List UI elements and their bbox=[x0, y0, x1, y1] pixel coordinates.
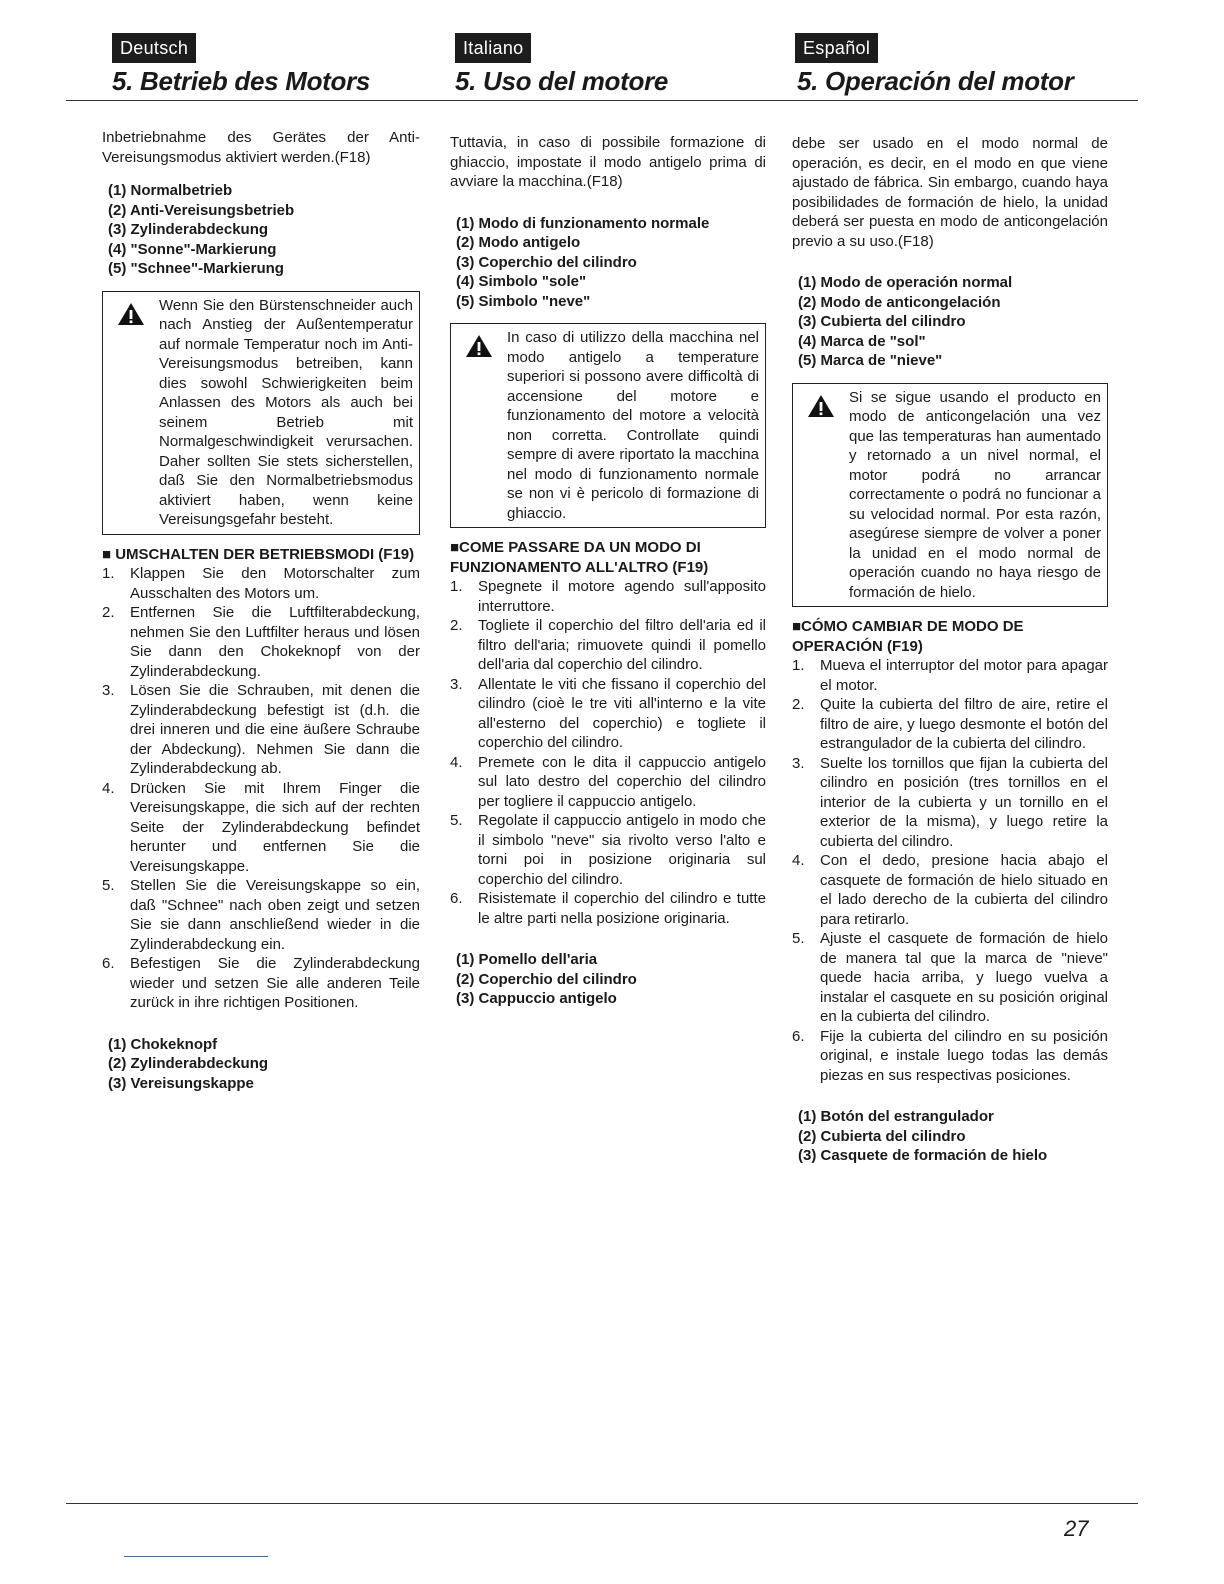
section-title: 5. Uso del motore bbox=[455, 66, 669, 96]
header-rule bbox=[66, 100, 1138, 101]
step-item: 6. Risistemate il coperchio del cilindro e tutte le altre parti nella posizione originaria. bbox=[450, 890, 766, 927]
warning-box bbox=[102, 291, 420, 535]
label-item: (4) "Sonne"-Markierung bbox=[108, 240, 277, 258]
figure-label-list bbox=[102, 1035, 420, 1094]
figure-label-item: (1) Botón del estrangulador bbox=[798, 1108, 994, 1125]
step-item: 4. Premete con le dita il cappuccio antigelo sul lato destro del coperchio del cilindro per togliere il cappuccio antigelo. bbox=[450, 753, 766, 810]
warning-box bbox=[450, 323, 766, 528]
language-badge: Español bbox=[795, 33, 878, 63]
figure-label-list bbox=[792, 1107, 1108, 1166]
warning-triangle-icon bbox=[465, 334, 493, 358]
intro-text: Tuttavia, in caso di possibile formazione di ghiaccio, impostate il modo antigelo prima di avviare la macchina.(F18) bbox=[450, 134, 766, 190]
procedure-steps bbox=[450, 577, 766, 928]
figure-label-item: (3) Casquete de formación de hielo bbox=[798, 1147, 1048, 1164]
label-item: (3) Zylinderabdeckung bbox=[108, 221, 269, 238]
scan-mark-line bbox=[124, 1556, 268, 1557]
step-item: 2. Entfernen Sie die Luftfilterabdeckung, nehmen Sie den Luftfilter heraus und lösen Sie dann den Chokeknopf von der Zylinderabdeckung. bbox=[102, 604, 420, 680]
label-item: (1) Modo de operación normal bbox=[798, 274, 1013, 291]
footer-rule bbox=[66, 1503, 1138, 1504]
label-item: (2) Modo de anticongelación bbox=[798, 293, 1001, 311]
label-item: (1) Modo di funzionamento normale bbox=[456, 214, 710, 232]
figure-label-item: (2) Cubierta del cilindro bbox=[798, 1127, 966, 1145]
procedure-steps bbox=[102, 564, 420, 1013]
label-item: (5) Marca de "nieve" bbox=[798, 352, 943, 369]
warning-text: Si se sigue usando el producto en modo de anticongelación una vez que las temperaturas han aumentado y retornado a un nivel normal, el motor podrá no arrancar correctamente o podrá no funcionar a su velocidad normal. Por esta razón, asegúrese siempre de volver a poner la unidad en el modo normal de operación cuando no haya riesgo de formación de hielo. bbox=[849, 388, 1101, 601]
step-item: 4. Drücken Sie mit Ihrem Finger die Vereisungskappe, die sich auf der rechten Seite der Zylinderabdeckung befindet herunter und entfernen Sie die Vereisungskappe. bbox=[102, 779, 420, 875]
procedure-steps bbox=[792, 656, 1108, 1085]
language-badge: Deutsch bbox=[112, 33, 196, 63]
step-item: 1. Spegnete il motore agendo sull'apposito interruttore. bbox=[450, 578, 766, 615]
page-number: 27 bbox=[1064, 1516, 1089, 1541]
intro-text: debe ser usado en el modo normal de operación, es decir, en el modo en que viene ajustado de fábrica. Sin embargo, cuando haya posibilidades de formación de hielo, la unidad deberá ser puesta en modo de anticongelación previo a su uso.(F18) bbox=[792, 135, 1108, 250]
figure-label-item: (2) Coperchio del cilindro bbox=[456, 970, 637, 988]
step-item: 5. Ajuste el casquete de formación de hielo de manera tal que la marca de "nieve" quede hacia arriba, y luego vuelva a instalar el casquete en su posición original en la cubierta del cilindro. bbox=[792, 930, 1108, 1025]
step-item: 3. Allentate le viti che fissano il coperchio del cilindro (cioè le tre viti all'interno e la vite all'esterno del coperchio) e togliete il coperchio del cilindro. bbox=[450, 675, 766, 751]
warning-triangle-icon bbox=[807, 394, 835, 418]
step-item: 5. Regolate il cappuccio antigelo in modo che il simbolo "neve" sia rivolto verso l'alto e torni poi in posizione originaria sul coperchio del cilindro. bbox=[450, 812, 766, 888]
label-list bbox=[792, 273, 1108, 371]
step-item: 2. Quite la cubierta del filtro de aire, retire el filtro de aire, y luego desmonte el botón del estrangulador de la cubierta del cilindro. bbox=[792, 696, 1108, 752]
label-item: (5) "Schnee"-Markierung bbox=[108, 260, 284, 277]
figure-label-item: (2) Zylinderabdeckung bbox=[108, 1055, 269, 1072]
section-title: 5. Betrieb des Motors bbox=[112, 66, 371, 96]
figure-label-list bbox=[450, 950, 766, 1009]
label-list bbox=[450, 214, 766, 312]
figure-label-item: (3) Cappuccio antigelo bbox=[456, 990, 617, 1007]
step-item: 6. Befestigen Sie die Zylinderabdeckung wieder und setzen Sie alle anderen Teile zurück in ihre richtigen Positionen. bbox=[102, 955, 420, 1011]
figure-label-item: (1) Chokeknopf bbox=[108, 1035, 218, 1053]
label-item: (3) Coperchio del cilindro bbox=[456, 253, 637, 271]
procedure-heading: ■ UMSCHALTEN DER BETRIEBSMODI (F19) bbox=[102, 545, 415, 563]
procedure-heading: ■COME PASSARE DA UN MODO DI FUNZIONAMENTO ALL'ALTRO (F19) bbox=[450, 539, 709, 576]
procedure-heading: ■CÓMO CAMBIAR DE MODO DE OPERACIÓN (F19) bbox=[792, 618, 1024, 655]
step-item: 4. Con el dedo, presione hacia abajo el casquete de formación de hielo situado en el lado derecho de la cubierta del cilindro para retirarlo. bbox=[792, 852, 1108, 928]
step-item: 2. Togliete il coperchio del filtro dell'aria ed il filtro dell'aria; rimuovete quindi il pomello dell'aria dal coperchio del cilindro. bbox=[450, 617, 766, 673]
warning-triangle-icon bbox=[117, 302, 145, 326]
label-list bbox=[102, 181, 420, 279]
label-item: (4) Simbolo "sole" bbox=[456, 273, 587, 290]
step-item: 6. Fije la cubierta del cilindro en su posición original, e instale luego todas las demás piezas en sus respectivas posiciones. bbox=[792, 1027, 1108, 1084]
label-item: (2) Modo antigelo bbox=[456, 234, 581, 251]
section-title: 5. Operación del motor bbox=[797, 66, 1074, 96]
step-item: 3. Lösen Sie die Schrauben, mit denen die Zylinderabdeckung befestigt ist (d.h. die drei inneren und die eine äußere Schraube der Abdeckung). Nehmen Sie dann die Zylinderabdeckung ab. bbox=[102, 682, 420, 777]
figure-label-item: (3) Vereisungskappe bbox=[108, 1074, 254, 1092]
intro-text: Inbetriebnahme des Gerätes der Anti-Vereisungsmodus aktiviert werden.(F18) bbox=[102, 129, 420, 166]
warning-text: Wenn Sie den Bürstenschneider auch nach Anstieg der Außentemperatur auf normale Temperatur noch im Anti-Vereisungsmodus betreiben, kann dies sowohl Schwierigkeiten beim Anlassen des Motors als auch bei seinem Betrieb mit Normalgeschwindigkeit verursachen. Daher sollten Sie stets sicherstellen, daß Sie den Normalbetriebsmodus aktiviert haben, wenn keine Vereisungsgefahr besteht. bbox=[159, 296, 413, 528]
step-item: 1. Mueva el interruptor del motor para apagar el motor. bbox=[792, 657, 1108, 694]
figure-label-item: (1) Pomello dell'aria bbox=[456, 951, 598, 968]
step-item: 5. Stellen Sie die Vereisungskappe so ein, daß "Schnee" nach oben zeigt und setzen Sie sie dann anschließend wieder in die Zylinderabdeckung ein. bbox=[102, 877, 420, 953]
warning-box bbox=[792, 383, 1108, 608]
step-item: 3. Suelte los tornillos que fijan la cubierta del cilindro en posición (tres tornillos en el interior de la cubierta y un tornillo en el exterior de la misma), y luego retire la cubierta del cilindro. bbox=[792, 754, 1108, 850]
label-item: (1) Normalbetrieb bbox=[108, 182, 233, 199]
warning-text: In caso di utilizzo della macchina nel modo antigelo a temperature superiori si possono avere difficoltà di accensione del motore e funzionamento del motore a velocità non corretta. Controllate quindi sempre di avere riportato la macchina nel modo di funzionamento normale se non vi è pericolo di formazione di ghiaccio. bbox=[507, 329, 759, 522]
language-badge: Italiano bbox=[455, 33, 531, 63]
label-item: (5) Simbolo "neve" bbox=[456, 292, 591, 310]
step-item: 1. Klappen Sie den Motorschalter zum Ausschalten des Motors um. bbox=[102, 565, 420, 602]
label-item: (4) Marca de "sol" bbox=[798, 332, 926, 350]
label-item: (3) Cubierta del cilindro bbox=[798, 313, 966, 330]
label-item: (2) Anti-Vereisungsbetrieb bbox=[108, 201, 295, 219]
